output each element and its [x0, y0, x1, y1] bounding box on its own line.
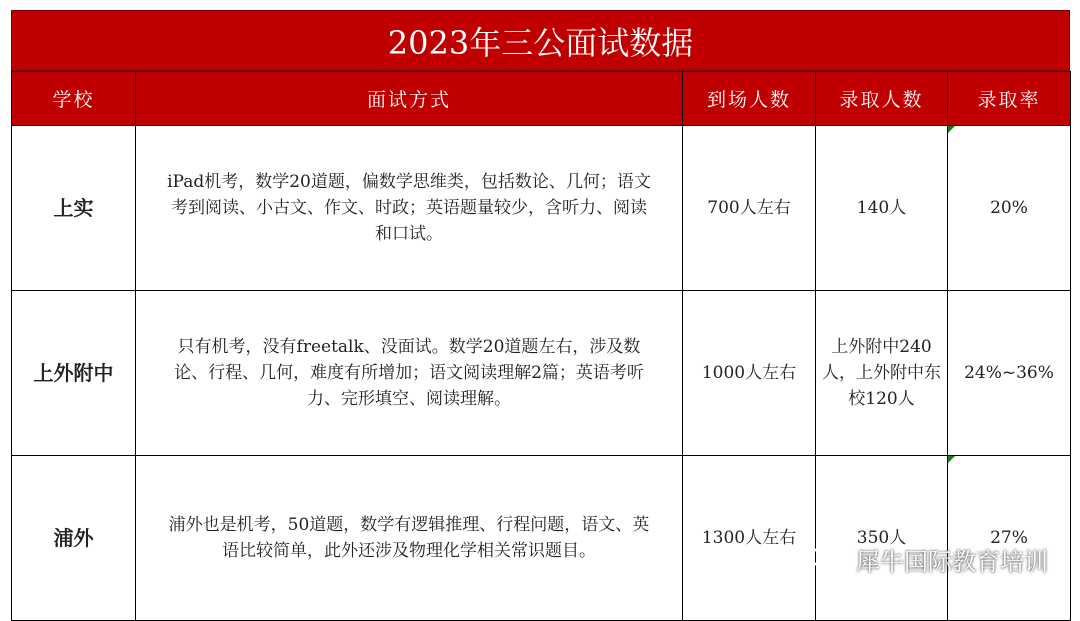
rate-cell — [948, 456, 1071, 621]
method-cell: 只有机考，没有freetalk、没面试。数学20道题左右，涉及数论、行程、几何，难度有所增加；语文阅读理解2篇；英语考听力、完形填空、阅读理解。 — [136, 291, 683, 456]
header-rate: 录取率 — [948, 72, 1071, 126]
school-cell: 上实 — [12, 126, 136, 291]
admitted-cell: 350人 — [816, 456, 948, 621]
header-admitted: 录取人数 — [816, 72, 948, 126]
rate-value: 20% — [990, 198, 1028, 218]
header-method: 面试方式 — [136, 72, 683, 126]
watermark — [810, 542, 1048, 577]
rate-value: 24%~36% — [964, 363, 1054, 383]
school-cell: 上外附中 — [12, 291, 136, 456]
method-cell: 浦外也是机考，50道题，数学有逻辑推理、行程问题，语文、英语比较简单，此外还涉及物理化学相关常识题目。 — [136, 456, 683, 621]
interview-data-table — [11, 71, 1071, 621]
rate-value: 27% — [990, 528, 1028, 548]
data-table-container — [11, 10, 1070, 621]
admitted-cell: 140人 — [816, 126, 948, 291]
admitted-cell: 上外附中240人，上外附中东校120人 — [816, 291, 948, 456]
header-school: 学校 — [12, 72, 136, 126]
corner-marker-icon — [948, 456, 955, 463]
rate-cell — [948, 291, 1071, 456]
wechat-icon — [810, 545, 848, 575]
rate-cell — [948, 126, 1071, 291]
header-attendance: 到场人数 — [683, 72, 816, 126]
attendance-cell: 1000人左右 — [683, 291, 816, 456]
school-cell: 浦外 — [12, 456, 136, 621]
attendance-cell: 700人左右 — [683, 126, 816, 291]
table-title: 2023年三公面试数据 — [11, 10, 1070, 71]
attendance-cell: 1300人左右 — [683, 456, 816, 621]
method-cell: iPad机考，数学20道题，偏数学思维类，包括数论、几何；语文考到阅读、小古文、作文、时政；英语题量较少，含听力、阅读和口试。 — [136, 126, 683, 291]
watermark-text: 犀牛国际教育培训 — [856, 548, 1048, 576]
header-row — [12, 72, 1071, 126]
corner-marker-icon — [948, 126, 955, 133]
table-row — [12, 291, 1071, 456]
table-row — [12, 456, 1071, 621]
table-row — [12, 126, 1071, 291]
